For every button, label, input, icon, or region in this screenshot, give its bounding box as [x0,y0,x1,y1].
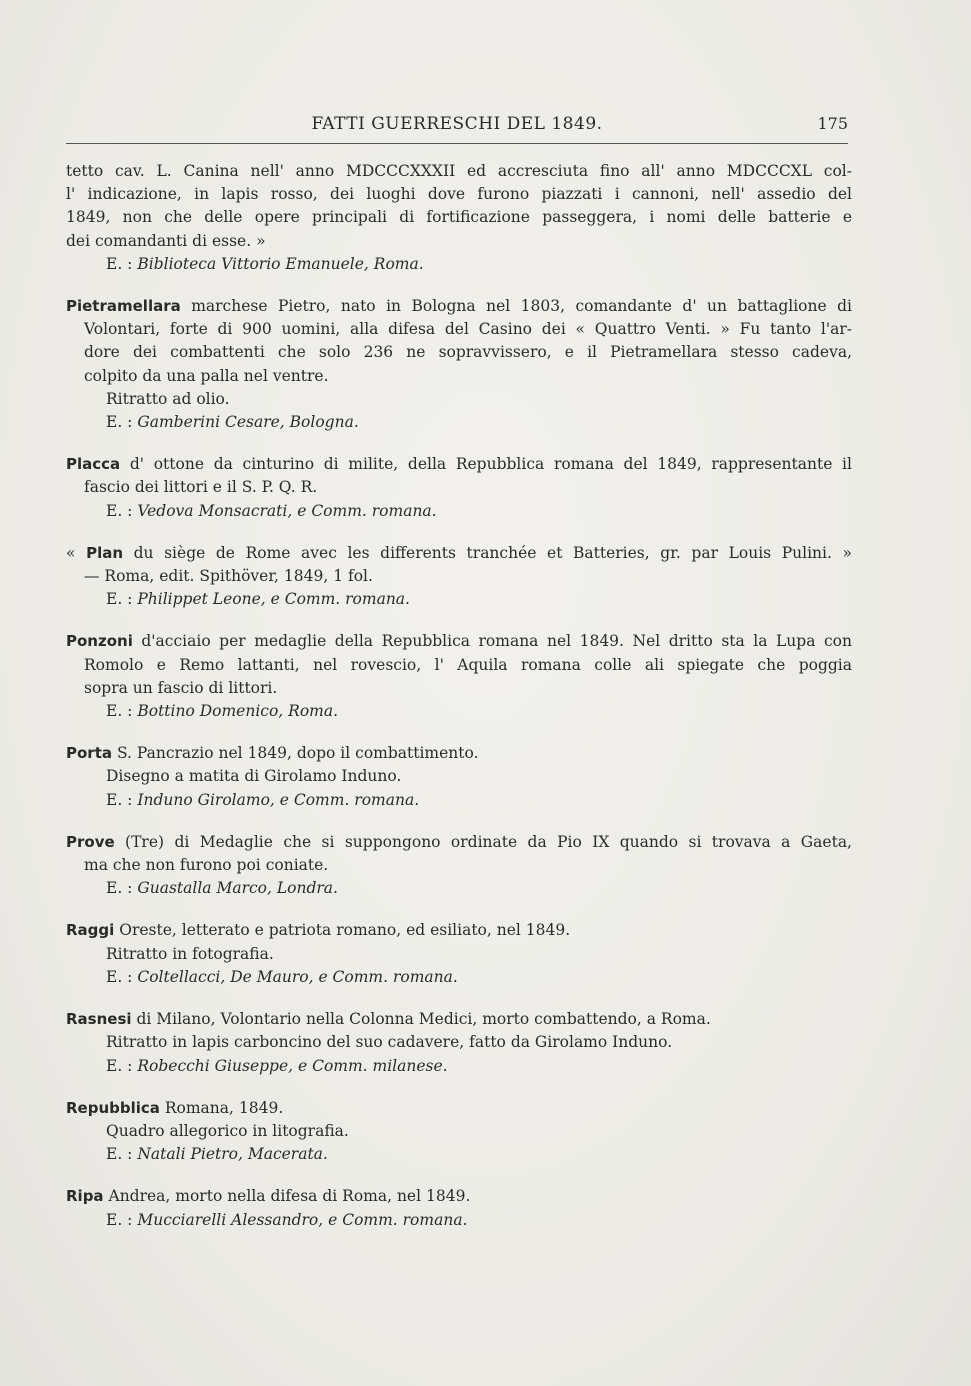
owner-label: E. : [106,1210,133,1229]
entry-first-line [66,1097,852,1120]
entry-description: Disegno a matita di Girolamo Induno. [106,767,402,786]
owner-name: Bottino Domenico, Roma. [137,702,339,721]
entry-description: Ritratto in lapis carboncino del suo cadavere, fatto da Girolamo Induno. [106,1033,673,1052]
entry-prefix: « [66,543,76,562]
entry-first-line [66,742,852,765]
entry-keyword: Pietramellara [66,297,181,316]
catalogue-entry [66,1097,852,1167]
entry-first-line [66,1008,852,1031]
running-head [66,110,848,140]
entry-first-line [66,919,852,942]
owner-name: Guastalla Marco, Londra. [137,879,338,898]
entry-text: du siège de Rome avec les differents tranchée et Batteries, gr. par Louis Pulini. » [133,543,852,562]
owner-label: E. : [106,1056,133,1075]
entry-continuation-line: sopra un fascio di littori. [84,678,278,697]
catalogue-entry [66,630,852,723]
owner-name: Biblioteca Vittorio Emanuele, Roma. [137,254,424,273]
owner-label: E. : [106,590,133,609]
owner-line [66,877,852,900]
entry-text: (Tre) di Medaglie che si suppongono ordinate da Pio IX quando si trovava a Gaeta, [125,832,852,851]
entry-text: Oreste, letterato e patriota romano, ed esiliato, nel 1849. [119,921,571,940]
owner-name: Robecchi Giuseppe, e Comm. milanese. [137,1056,448,1075]
entry-first-line [66,453,852,476]
owner-line [66,500,852,523]
owner-line [66,588,852,611]
entry-continuation-line: Volontari, forte di 900 uomini, alla difesa del Casino dei « Quattro Venti. » Fu tanto l'ar- [84,320,852,339]
catalogue-entry [66,831,852,901]
continuation-entry [66,160,852,276]
catalogue-entry [66,742,852,812]
owner-line [66,1055,852,1078]
entry-first-line [66,542,852,565]
continuation-line: l' indicazione, in lapis rosso, dei luoghi dove furono piazzati i cannoni, nell' assedio del [66,185,852,204]
owner-line [66,253,852,276]
owner-name: Coltellacci, De Mauro, e Comm. romana. [137,967,458,986]
running-title: FATTI GUERRESCHI DEL 1849. [311,114,603,134]
entry-keyword: Placca [66,455,121,474]
entry-text: di Milano, Volontario nella Colonna Medici, morto combattendo, a Roma. [136,1010,711,1029]
owner-name: Vedova Monsacrati, e Comm. romana. [137,501,437,520]
entry-keyword: Ponzoni [66,632,133,651]
entry-text: Romana, 1849. [164,1098,284,1117]
entry-first-line [66,630,852,653]
entry-description: Ritratto ad olio. [106,389,230,408]
page-number: 175 [817,114,848,133]
catalogue-entry [66,919,852,989]
owner-name: Induno Girolamo, e Comm. romana. [137,790,420,809]
catalogue-entry [66,542,852,612]
continuation-line: dei comandanti di esse. » [66,231,266,250]
owner-line [66,1143,852,1166]
entry-continuation-line: fascio dei littori e il S. P. Q. R. [84,478,318,497]
owner-label: E. : [106,501,133,520]
owner-line [66,966,852,989]
owner-label: E. : [106,413,133,432]
catalogue-entry [66,1185,852,1231]
owner-line [66,411,852,434]
entry-keyword: Raggi [66,921,115,940]
entry-first-line [66,295,852,318]
owner-label: E. : [106,1145,133,1164]
owner-line [66,789,852,812]
owner-label: E. : [106,790,133,809]
owner-name: Gamberini Cesare, Bologna. [137,413,359,432]
owner-name: Mucciarelli Alessandro, e Comm. romana. [137,1210,468,1229]
owner-label: E. : [106,702,133,721]
entry-continuation-line: ma che non furono poi coniate. [84,856,329,875]
entry-keyword: Porta [66,744,112,763]
entry-continuation-line: Romolo e Remo lattanti, nel rovescio, l' Aquila romana colle ali spiegate che poggia [84,655,852,674]
entry-keyword: Rasnesi [66,1010,132,1029]
entry-description: Ritratto in fotografia. [106,944,274,963]
entry-first-line [66,831,852,854]
continuation-line: 1849, non che delle opere principali di fortificazione passeggera, i nomi delle batterie e [66,208,852,227]
continuation-line: tetto cav. L. Canina nell' anno MDCCCXXXII ed accresciuta fino all' anno MDCCCXL col- [66,162,852,180]
entry-continuation-line: dore dei combattenti che solo 236 ne sopravvissero, e il Pietramellara stesso cadeva, [84,343,852,362]
owner-label: E. : [106,967,133,986]
entry-continuation-line: colpito da una palla nel ventre. [84,366,329,385]
entry-text: Andrea, morto nella difesa di Roma, nel 1849. [108,1187,471,1206]
catalogue-entry [66,1008,852,1078]
entry-text: S. Pancrazio nel 1849, dopo il combattimento. [116,744,479,763]
owner-name: Philippet Leone, e Comm. romana. [137,590,410,609]
entry-keyword: Ripa [66,1187,104,1206]
entry-description: Quadro allegorico in litografia. [106,1121,349,1140]
header-rule [66,143,848,144]
catalogue-entry [66,453,852,523]
entry-text: marchese Pietro, nato in Bologna nel 1803, comandante d' un battaglione di [191,297,852,316]
entries-list [66,295,852,1232]
entry-keyword: Plan [86,543,124,562]
catalogue-entry [66,295,852,434]
owner-line [66,1209,852,1232]
entry-text: d' ottone da cinturino di milite, della Repubblica romana del 1849, rappresentante il [129,455,852,474]
entry-keyword: Repubblica [66,1098,160,1117]
owner-label: E. : [106,879,133,898]
entry-continuation-line: — Roma, edit. Spithöver, 1849, 1 fol. [84,567,373,586]
entry-keyword: Prove [66,832,115,851]
entry-text: d'acciaio per medaglie della Repubblica romana nel 1849. Nel dritto sta la Lupa con [141,632,852,651]
owner-line [66,700,852,723]
entry-first-line [66,1185,852,1208]
catalogue-text [66,160,852,1232]
owner-name: Natali Pietro, Macerata. [137,1145,328,1164]
owner-label: E. : [106,254,133,273]
